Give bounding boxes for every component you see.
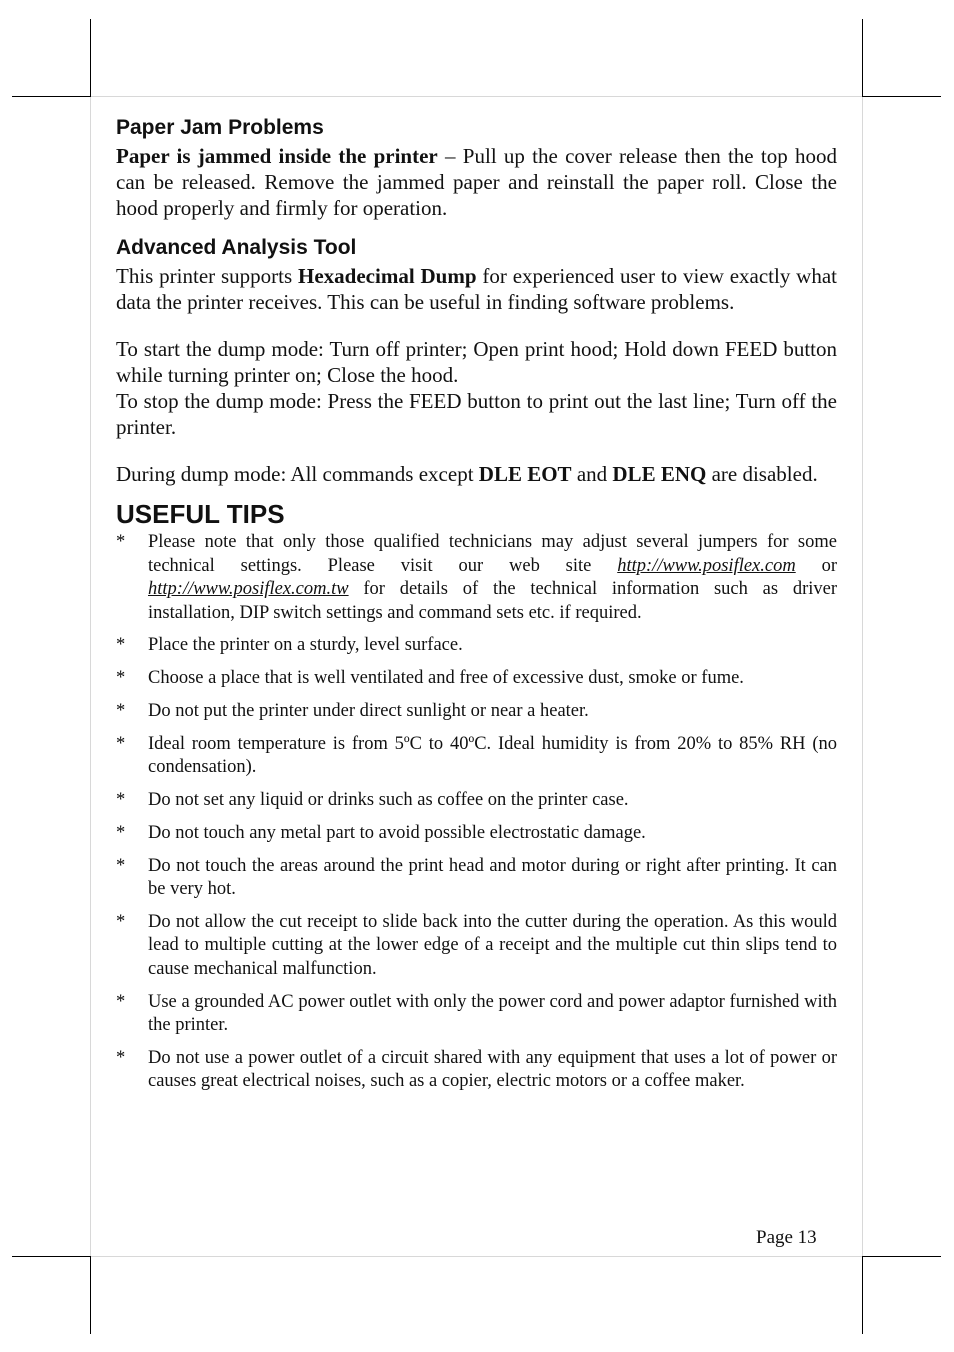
crop-mark-bottom-right-vertical — [862, 1256, 863, 1334]
crop-mark-bottom-right-horizontal — [862, 1256, 941, 1257]
tip-item — [116, 531, 837, 625]
tip-text-c: for details of the technical information such as driver installation, DIP switch settings and command sets etc. if required. — [148, 579, 837, 623]
crop-mark-top-right-vertical — [862, 19, 863, 97]
analysis-tool-heading: Advanced Analysis Tool — [116, 236, 357, 259]
crop-mark-top-right-horizontal — [862, 96, 941, 97]
page-content — [116, 113, 837, 1103]
analysis-text-b: for experienced user to view exactly what data the printer receives. This can be useful in finding software problems. — [116, 264, 838, 314]
crop-mark-top-left-horizontal — [12, 96, 91, 97]
tip-text: Do not set any liquid or drinks such as coffee on the printer case. — [148, 789, 629, 810]
useful-tips-heading: USEFUL TIPS — [116, 499, 285, 529]
tip-item — [116, 667, 837, 691]
crop-mark-top-left-vertical — [90, 19, 91, 97]
dle-eot-bold: DLE EOT — [478, 462, 572, 486]
bullet-star: * — [116, 1047, 126, 1068]
analysis-paragraph-stop-dump: To stop the dump mode: Press the FEED button to print out the last line; Turn off the printer. — [116, 389, 837, 439]
bullet-star: * — [116, 855, 126, 876]
paper-jam-bold: Paper is jammed inside the printer — [116, 144, 438, 168]
bullet-star: * — [116, 822, 126, 843]
tip-item — [116, 789, 837, 813]
tip-text: Do not put the printer under direct sunlight or near a heater. — [148, 700, 589, 721]
tip-item — [116, 634, 837, 658]
tip-text: Use a grounded AC power outlet with only the power cord and power adaptor furnished with the printer. — [148, 991, 837, 1036]
paper-jam-text: – Pull up the cover release then the top hood can be released. Remove the jammed paper and reinstall the paper roll. Close the hood properly and firmly for operation. — [116, 144, 837, 220]
dle-enq-bold: DLE ENQ — [612, 462, 707, 486]
paper-jam-paragraph — [116, 143, 837, 221]
tip-text-a: Please note that only those qualified technicians may adjust several jumpers for some technical settings. Please visit our web site — [148, 532, 837, 576]
tip-text: Do not touch the areas around the print head and motor during or right after printing. It can be very hot. — [148, 855, 837, 900]
tip-item — [116, 991, 837, 1038]
page-number: Page 13 — [756, 1227, 817, 1248]
bullet-star: * — [116, 733, 126, 754]
tip-item — [116, 733, 837, 780]
tip-text: Choose a place that is well ventilated and free of excessive dust, smoke or fume. — [148, 668, 744, 689]
crop-mark-bottom-left-vertical — [90, 1256, 91, 1334]
tip-item — [116, 855, 837, 902]
during-text-b: and — [571, 462, 613, 486]
useful-tips-list — [116, 531, 837, 1094]
paper-jam-heading: Paper Jam Problems — [116, 116, 324, 139]
tip-text: Do not use a power outlet of a circuit shared with any equipment that uses a lot of power or causes great electrical noises, such as a copier, electric motors or a coffee maker. — [148, 1047, 837, 1092]
tip-text: Ideal room temperature is from 5ºC to 40ºC. Ideal humidity is from 20% to 85% RH (no condensation). — [148, 733, 837, 778]
tip-text: Place the printer on a sturdy, level surface. — [148, 635, 463, 656]
tip-text: Do not touch any metal part to avoid possible electrostatic damage. — [148, 822, 646, 843]
trim-line-left — [90, 97, 91, 1256]
during-text-c: are disabled. — [706, 462, 818, 486]
tip-item — [116, 1047, 837, 1094]
tip-text: Do not allow the cut receipt to slide back into the cutter during the operation. As this would lead to multiple cutting at the lower edge of a receipt and the multiple cut thin slips tend to cause mechanical malfunction. — [148, 911, 837, 979]
trim-line-top — [91, 96, 862, 97]
crop-mark-bottom-left-horizontal — [12, 1256, 91, 1257]
analysis-paragraph-1 — [116, 263, 837, 315]
bullet-star: * — [116, 700, 126, 721]
analysis-paragraph-start-dump: To start the dump mode: Turn off printer; Open print hood; Hold down FEED button while turning printer on; Close the hood. — [116, 337, 837, 387]
analysis-paragraph-during-dump — [116, 461, 837, 487]
bullet-star: * — [116, 789, 126, 810]
tip-item — [116, 700, 837, 724]
tip-item — [116, 911, 837, 982]
analysis-text-a: This printer supports — [116, 264, 299, 288]
bullet-star: * — [116, 911, 126, 932]
bullet-star: * — [116, 668, 126, 689]
bullet-star: * — [116, 991, 126, 1012]
tip-text-b: or — [795, 555, 837, 576]
tip-item — [116, 822, 837, 846]
trim-line-bottom — [91, 1256, 862, 1257]
posiflex-link-tw[interactable]: http://www.posiflex.com.tw — [148, 579, 349, 599]
posiflex-link-com[interactable]: http://www.posiflex.com — [617, 555, 796, 576]
bullet-star: * — [116, 635, 126, 656]
hex-dump-bold: Hexadecimal Dump — [298, 264, 477, 288]
bullet-star: * — [116, 532, 126, 552]
during-text-a: During dump mode: All commands except — [116, 462, 479, 486]
trim-line-right — [862, 97, 863, 1256]
